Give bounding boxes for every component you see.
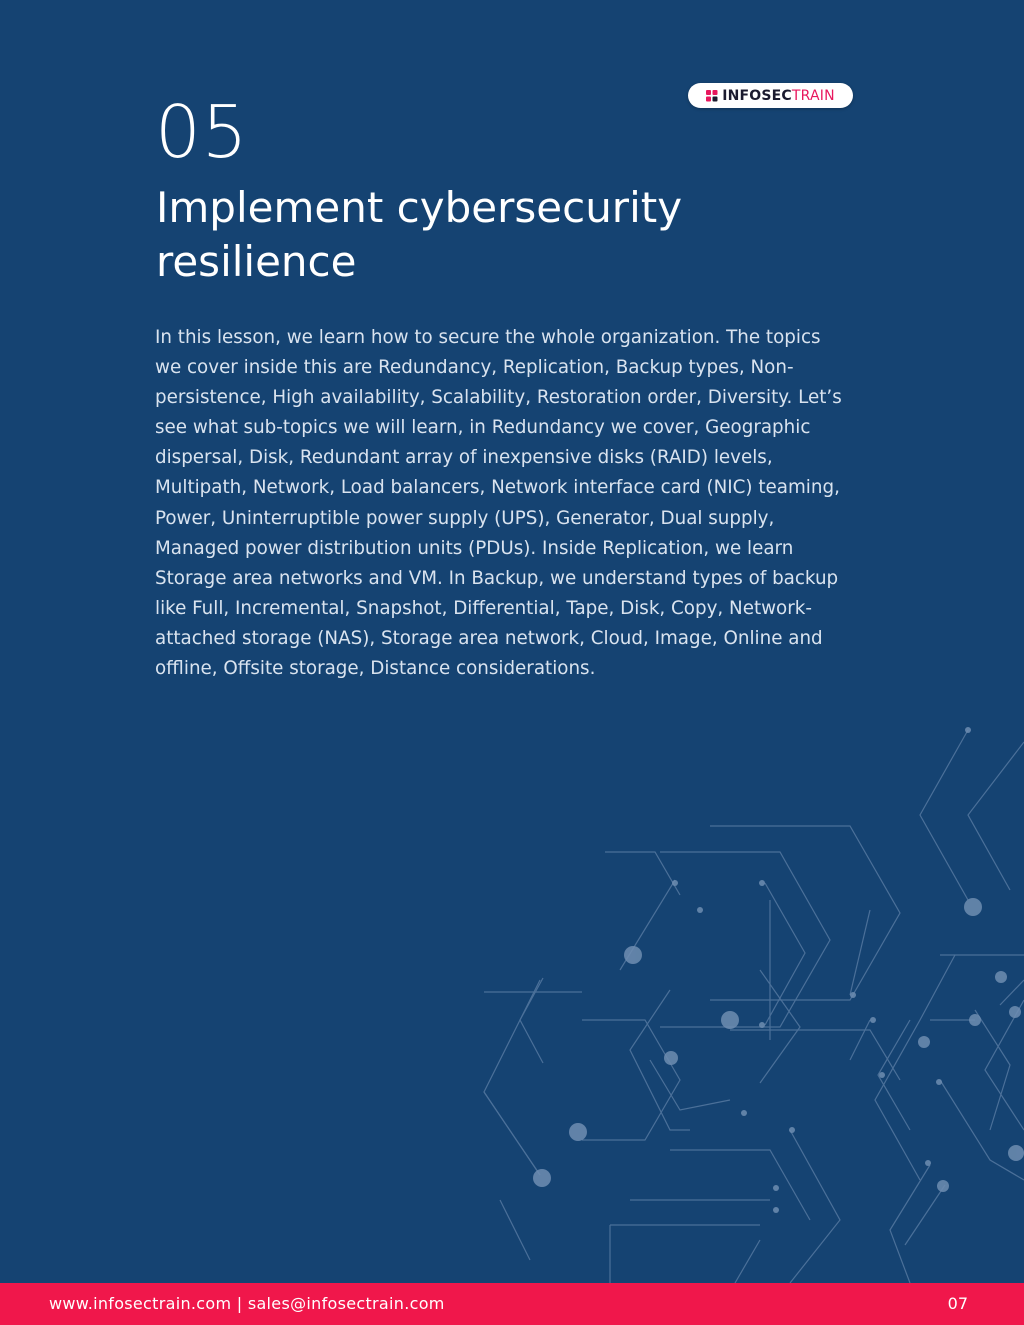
footer-bar <box>0 1283 1024 1325</box>
section-number: 05 <box>155 90 249 174</box>
brand-name: INFOSECTRAIN <box>722 87 835 104</box>
section-body: In this lesson, we learn how to secure the whole organization. The topics we cover inside this are Redundancy, Replication, Backup types, Non-persistence, High availability, Scalability, Restoration order, Diversity. Let’s see what sub-topics we will learn, in Redundancy we cover, Geographic dispersal, Disk, Redundant array of inexpensive disks (RAID) levels, Multipath, Network, Load balancers, Network interface card (NIC) teaming, Power, Uninterruptible power supply (UPS), Generator, Dual supply, Managed power distribution units (PDUs). Inside Replication, we learn Storage area networks and VM. In Backup, we understand types of backup like Full, Incremental, Snapshot, Differential, Tape, Disk, Copy, Network-attached storage (NAS), Storage area network, Cloud, Image, Online and offline, Offsite storage, Distance considerations. <box>155 327 842 680</box>
footer-contact: www.infosectrain.com | sales@infosectrain.com <box>49 1294 445 1313</box>
brand-logo <box>688 83 853 108</box>
page-number: 07 <box>947 1294 968 1313</box>
section-title: Implement cybersecurity resilience <box>156 183 683 286</box>
infosectrain-logo-icon <box>706 90 718 102</box>
circuit-hexagon-decoration <box>470 720 1024 1283</box>
